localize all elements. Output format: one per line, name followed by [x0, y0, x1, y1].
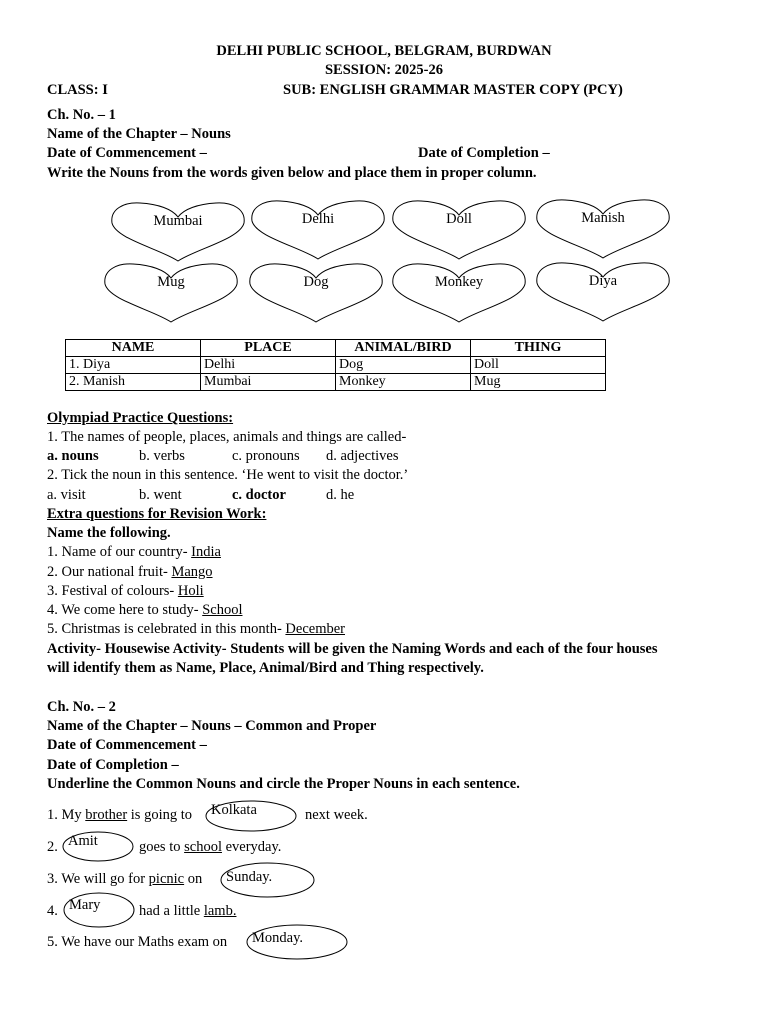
- answer-text: Holi: [177, 583, 204, 599]
- heart-word: Monkey: [434, 274, 484, 290]
- q2-option-b: b. went: [139, 487, 182, 503]
- sentence-4: [139, 903, 236, 920]
- header-animal-bird: ANIMAL/BIRD: [336, 340, 471, 357]
- common-noun: school: [184, 839, 222, 855]
- q2-option-c: c. doctor: [232, 487, 286, 503]
- table-cell: Delhi: [201, 357, 336, 374]
- heart-word: Manish: [581, 210, 625, 226]
- sentence-text: 1. My: [47, 807, 86, 823]
- session-label: SESSION: 2025-26: [324, 62, 444, 78]
- q2-option-a: a. visit: [47, 487, 86, 503]
- q1-option-c: c. pronouns: [232, 448, 300, 464]
- ch2-number: Ch. No. – 2: [47, 699, 116, 715]
- heart-word-shape: [391, 199, 527, 261]
- list-item: [47, 602, 242, 619]
- heart-word: Delhi: [301, 211, 335, 227]
- common-noun: picnic: [148, 871, 185, 887]
- school-title: DELHI PUBLIC SCHOOL, BELGRAM, BURDWAN: [216, 43, 552, 59]
- table-row: [66, 374, 606, 391]
- proper-noun: Mary: [69, 897, 101, 913]
- ch1-name: Name of the Chapter – Nouns: [47, 126, 231, 142]
- sentence-2: [139, 839, 281, 856]
- header-place: PLACE: [201, 340, 336, 357]
- heart-icon: [248, 262, 384, 324]
- extra-title: Extra questions for Revision Work:: [47, 506, 267, 522]
- list-item: [47, 583, 204, 600]
- ch1-instruction: Write the Nouns from the words given below and place them in proper column.: [47, 165, 537, 181]
- question-text: 2. Our national fruit-: [47, 564, 172, 580]
- header-name: NAME: [66, 340, 201, 357]
- ch2-name: Name of the Chapter – Nouns – Common and Proper: [47, 718, 377, 734]
- table-header-row: [66, 340, 606, 357]
- heart-word: Mumbai: [153, 213, 203, 229]
- heart-icon: [391, 199, 527, 261]
- nouns-table: [65, 339, 606, 391]
- sentence-text: 5. We have our Maths exam on: [47, 934, 228, 950]
- sentence-text: on: [184, 871, 203, 887]
- table-cell: 1. Diya: [66, 357, 201, 374]
- heart-word-shape: [103, 262, 239, 324]
- common-noun: lamb.: [203, 903, 237, 919]
- proper-noun-circle: [246, 924, 348, 960]
- heart-icon: [535, 261, 671, 323]
- ch2-instruction: Underline the Common Nouns and circle the Proper Nouns in each sentence.: [47, 776, 520, 792]
- answer-text: India: [191, 544, 221, 560]
- sentence-text: is going to: [127, 807, 193, 823]
- sentence-text: 3. We will go for: [47, 871, 149, 887]
- heart-word: Doll: [446, 211, 472, 227]
- proper-noun: Sunday.: [226, 869, 273, 885]
- extra-subtitle: Name the following.: [47, 525, 171, 541]
- ch2-commencement: Date of Commencement –: [47, 737, 207, 753]
- list-item: [47, 564, 213, 581]
- q1-option-d: d. adjectives: [326, 448, 399, 464]
- question-text: 5. Christmas is celebrated in this month-: [47, 621, 286, 637]
- ch1-commencement: Date of Commencement –: [47, 145, 207, 161]
- heart-word-shape: [248, 262, 384, 324]
- ch1-number: Ch. No. – 1: [47, 107, 116, 123]
- heart-icon: [110, 201, 246, 263]
- question-text: 4. We come here to study-: [47, 602, 203, 618]
- proper-noun: Kolkata: [211, 802, 257, 818]
- olympiad-title: Olympiad Practice Questions:: [47, 410, 234, 426]
- answer-text: School: [202, 602, 243, 618]
- table-cell: Doll: [471, 357, 606, 374]
- heart-icon: [103, 262, 239, 324]
- proper-noun: Amit: [68, 833, 98, 849]
- answer-text: December: [285, 621, 345, 637]
- sentence-3: [47, 871, 202, 888]
- question-text: 3. Festival of colours-: [47, 583, 178, 599]
- list-item: [47, 621, 345, 638]
- question-text: 1. Name of our country-: [47, 544, 192, 560]
- proper-noun-circle: [205, 800, 297, 832]
- heart-icon: [535, 198, 671, 260]
- table-cell: Monkey: [336, 374, 471, 391]
- heart-icon: [250, 199, 386, 261]
- q1-option-a: a. nouns: [47, 448, 99, 464]
- proper-noun-circle: [63, 892, 135, 928]
- answer-text: Mango: [171, 564, 213, 580]
- subject-label: SUB: ENGLISH GRAMMAR MASTER COPY (PCY): [283, 82, 623, 98]
- sentence-2-number: 2.: [47, 839, 58, 855]
- q2-option-d: d. he: [326, 487, 355, 503]
- class-label: CLASS: I: [47, 82, 108, 98]
- heart-word-shape: [535, 261, 671, 323]
- list-item: [47, 544, 221, 561]
- olympiad-q2: 2. Tick the noun in this sentence. ‘He went to visit the doctor.’: [47, 467, 409, 483]
- heart-word: Mug: [157, 274, 185, 290]
- heart-word-shape: [535, 198, 671, 260]
- heart-word: Dog: [303, 274, 329, 290]
- activity-line-1: Activity- Housewise Activity- Students will be given the Naming Words and each of the four houses: [47, 641, 658, 657]
- proper-noun: Monday.: [252, 930, 304, 946]
- proper-noun-circle: [62, 831, 134, 862]
- table-cell: 2. Manish: [66, 374, 201, 391]
- header-thing: THING: [471, 340, 606, 357]
- heart-icon: [391, 262, 527, 324]
- activity-line-2: will identify them as Name, Place, Animal/Bird and Thing respectively.: [47, 660, 484, 676]
- proper-noun-circle: [220, 862, 315, 898]
- sentence-text: everyday.: [221, 839, 282, 855]
- heart-word: Diya: [588, 273, 618, 289]
- sentence-text: had a little: [139, 903, 204, 919]
- heart-word-shape: [250, 199, 386, 261]
- sentence-1: [47, 807, 192, 824]
- common-noun: brother: [85, 807, 128, 823]
- q1-option-b: b. verbs: [139, 448, 185, 464]
- sentence-text: goes to: [139, 839, 185, 855]
- heart-word-shape: [110, 201, 246, 263]
- olympiad-q1: 1. The names of people, places, animals and things are called-: [47, 429, 407, 445]
- sentence-4-number: 4.: [47, 903, 58, 919]
- ch2-completion: Date of Completion –: [47, 757, 179, 773]
- table-row: [66, 357, 606, 374]
- sentence-text: next week.: [305, 807, 368, 823]
- table-cell: Mug: [471, 374, 606, 391]
- table-cell: Dog: [336, 357, 471, 374]
- sentence-5: [47, 934, 227, 951]
- ch1-completion: Date of Completion –: [418, 145, 550, 161]
- heart-word-shape: [391, 262, 527, 324]
- table-cell: Mumbai: [201, 374, 336, 391]
